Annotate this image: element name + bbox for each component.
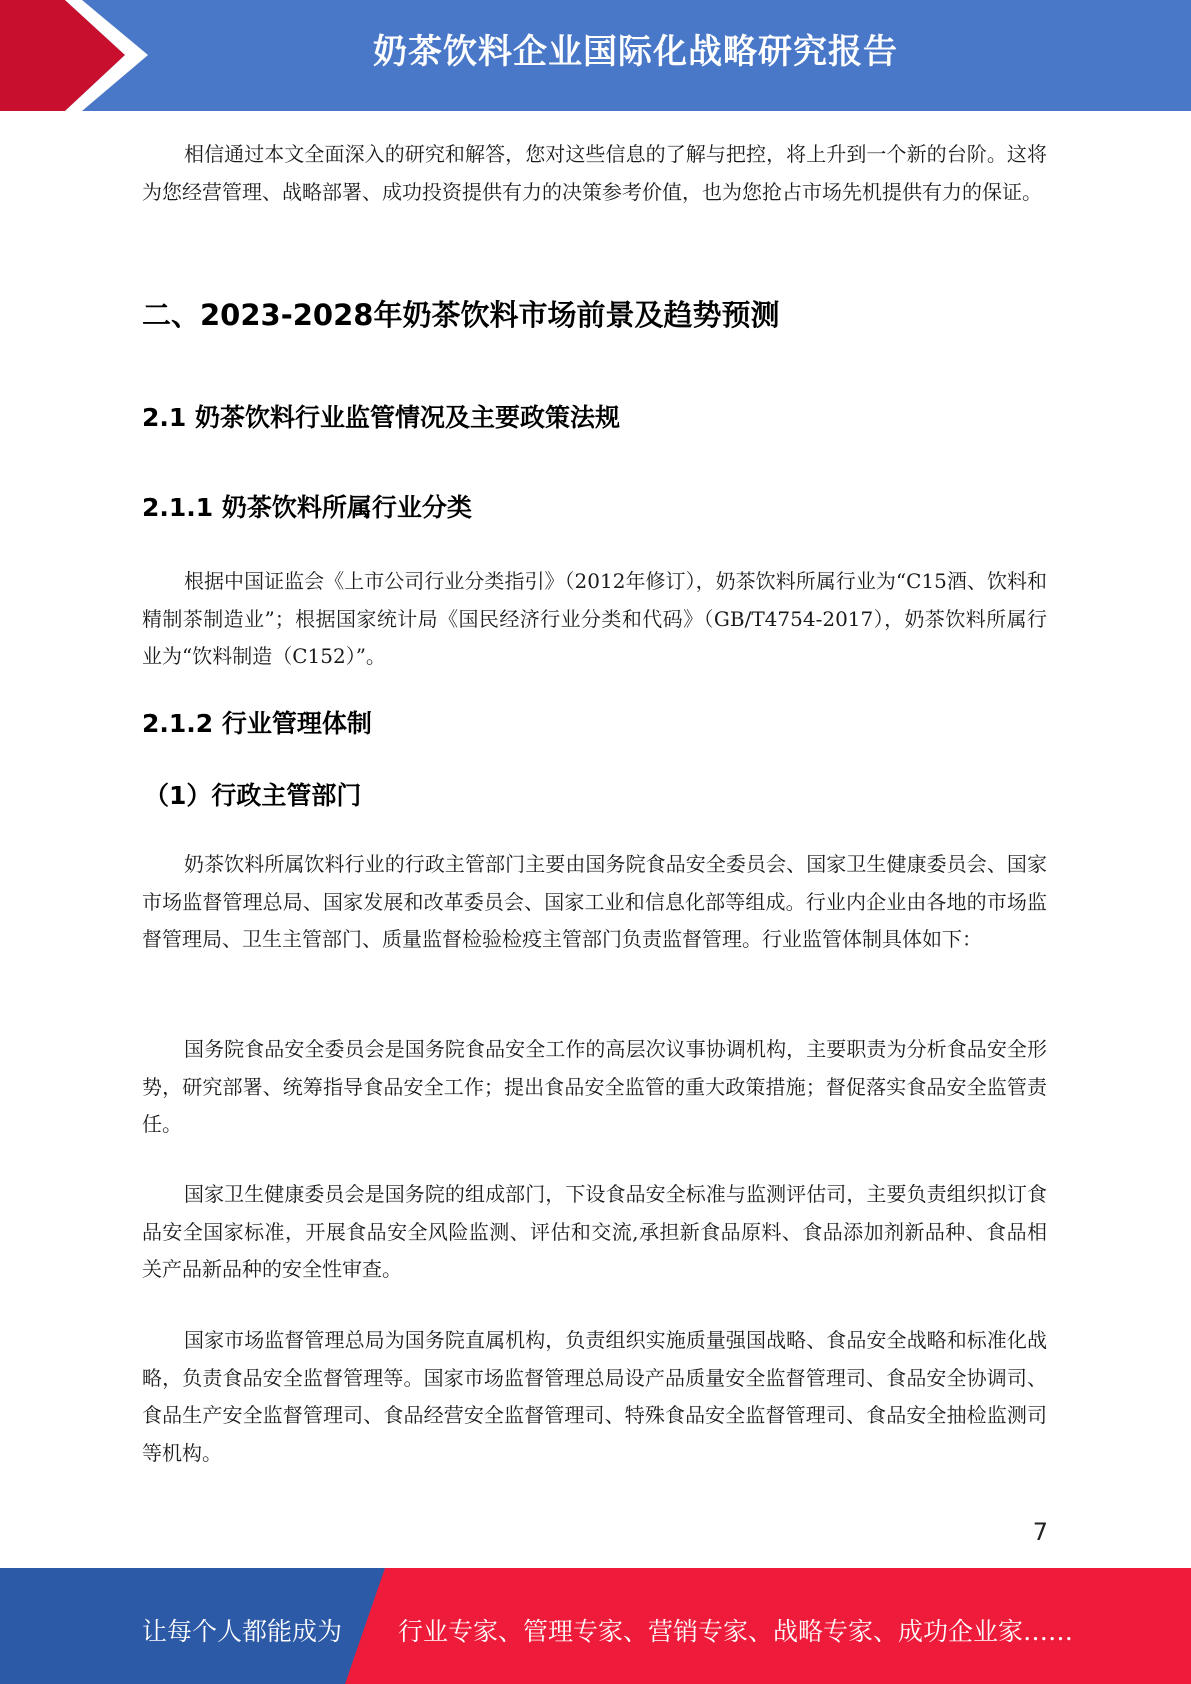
page-header [0, 0, 1191, 111]
page-footer [0, 1568, 1191, 1684]
subheading-admin-departments: （1）行政主管部门 [144, 781, 362, 810]
section-heading: 二、2023-2028年奶茶饮料市场前景及趋势预测 [142, 298, 780, 332]
footer-slogan-right: 行业专家、管理专家、营销专家、战略专家、成功企业家…… [398, 1617, 1074, 1646]
report-title: 奶茶饮料企业国际化战略研究报告 [373, 32, 898, 72]
subsection-heading-2-1-1: 2.1.1 奶茶饮料所属行业分类 [142, 493, 472, 522]
subsection-heading-2-1-2: 2.1.2 行业管理体制 [142, 709, 372, 738]
food-safety-committee-paragraph: 国务院食品安全委员会是国务院食品安全工作的高层次议事协调机构，主要职责为分析食品安全形势，研究部署、统筹指导食品安全工作；提出食品安全监管的重大政策措施；督促落实食品安全监管责任。 [142, 1037, 1047, 1136]
market-regulation-paragraph: 国家市场监督管理总局为国务院直属机构，负责组织实施质量强国战略、食品安全战略和标准化战略，负责食品安全监督管理等。国家市场监督管理总局设产品质量安全监督管理司、食品安全协调司、食品生产安全监督管理司、食品经营安全监督管理司、特殊食品安全监督管理司、食品安全抽检监测司等机构。 [142, 1328, 1047, 1465]
health-commission-paragraph: 国家卫生健康委员会是国务院的组成部门，下设食品安全标准与监测评估司，主要负责组织拟订食品安全国家标准，开展食品安全风险监测、评估和交流,承担新食品原料、食品添加剂新品种、食品相关产品新品种的安全性审查。 [142, 1182, 1047, 1281]
classification-paragraph: 根据中国证监会《上市公司行业分类指引》（2012年修订），奶茶饮料所属行业为“C15酒、饮料和精制茶制造业”；根据国家统计局《国民经济行业分类和代码》（GB/T4754-2017），奶茶饮料所属行业为“饮料制造（C152）”。 [142, 569, 1047, 668]
admin-departments-paragraph: 奶茶饮料所属饮料行业的行政主管部门主要由国务院食品安全委员会、国家卫生健康委员会、国家市场监督管理总局、国家发展和改革委员会、国家工业和信息化部等组成。行业内企业由各地的市场监督管理局、卫生主管部门、质量监督检验检疫主管部门负责监督管理。行业监管体制具体如下： [142, 852, 1047, 951]
page-number: 7 [1032, 1518, 1048, 1546]
footer-slogan-left: 让每个人都能成为 [142, 1617, 343, 1646]
subsection-heading-2-1: 2.1 奶茶饮料行业监管情况及主要政策法规 [142, 403, 620, 432]
intro-paragraph: 相信通过本文全面深入的研究和解答，您对这些信息的了解与把控，将上升到一个新的台阶。这将为您经营管理、战略部署、成功投资提供有力的决策参考价值，也为您抢占市场先机提供有力的保证。 [142, 142, 1047, 204]
